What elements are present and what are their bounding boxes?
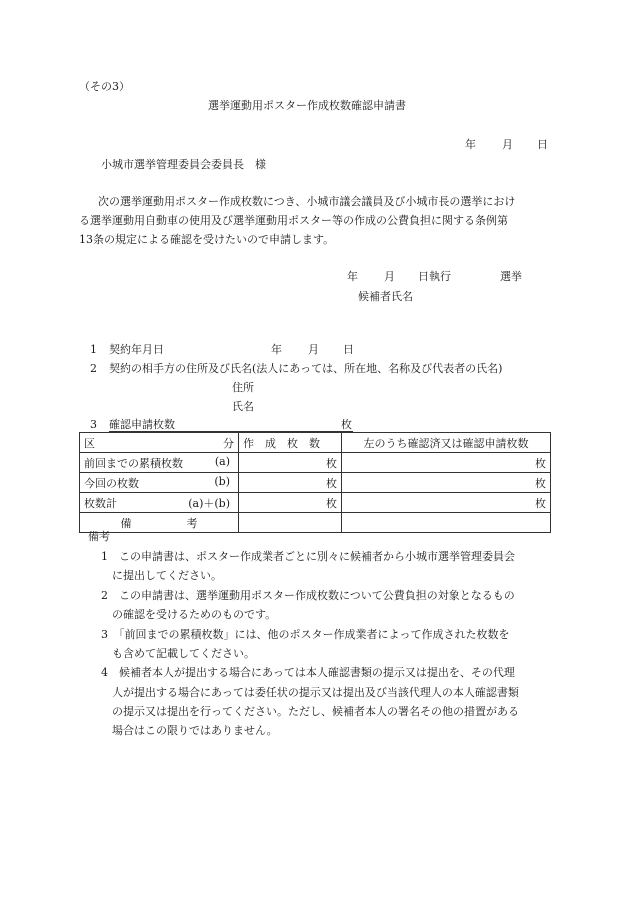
remarks-ko: 考 [186, 516, 198, 530]
contract-day: 日 [343, 343, 354, 356]
row-label: 前回までの累積枚数 [84, 456, 183, 470]
note-line: に提出してください。 [112, 569, 222, 582]
row-tag: (a)＋(b) [188, 496, 230, 510]
election-type: 選挙 [500, 270, 522, 283]
unit: 枚 [535, 496, 546, 510]
note-line: も含めて記載してください。 [112, 647, 255, 660]
date-day: 日 [537, 138, 548, 151]
election-year: 年 [347, 270, 358, 283]
note-line: 1 この申請書は、ポスター作成業者ごとに別々に候補者から小城市選挙管理委員会 [101, 550, 515, 563]
item-number: 1 [90, 343, 97, 356]
note-line: 場合はこの限りではありません。 [112, 724, 278, 737]
header-bun: 分 [223, 436, 234, 450]
production-count-cell[interactable] [239, 453, 342, 473]
note-line: 2 この申請書は、選挙運動用ポスター作成枚数について公費負担の対象となるもの [101, 589, 515, 602]
election-month: 月 [384, 270, 395, 283]
row-label: 枚数計 [84, 496, 117, 510]
unit: 枚 [535, 456, 546, 470]
unit: 枚 [326, 496, 337, 510]
notes-heading: 備考 [88, 530, 110, 543]
address-label: 住所 [232, 381, 254, 394]
election-day-exec: 日執行 [418, 270, 451, 283]
confirmed-count-cell[interactable] [342, 473, 551, 493]
addressee: 小城市選挙管理委員会委員長 様 [101, 158, 266, 171]
header-production-count: 作 成 枚 数 [239, 433, 342, 453]
form-title: 選挙運動用ポスター作成枚数確認申請書 [208, 99, 406, 112]
unit: 枚 [326, 476, 337, 490]
candidate-name-label: 候補者氏名 [358, 290, 413, 303]
item-number: 2 [90, 362, 97, 375]
unit: 枚 [326, 456, 337, 470]
page-label: （その3） [79, 80, 130, 93]
poster-count-table [79, 432, 551, 533]
contract-year: 年 [271, 343, 282, 356]
count-unit: 枚 [341, 418, 352, 431]
remarks-bi: 備 [120, 516, 132, 530]
table-row-remarks [80, 513, 551, 533]
remarks-cell[interactable] [239, 513, 342, 533]
note-line: の提示又は提出を行ってください。ただし、候補者本人の署名その他の措置がある [112, 705, 519, 718]
row-label-cell [80, 473, 239, 493]
row-tag: (a) [214, 454, 230, 468]
unit: 枚 [535, 476, 546, 490]
name-label: 氏名 [232, 400, 254, 413]
row-label: 今回の枚数 [84, 476, 139, 490]
item-number: 3 [90, 418, 97, 431]
note-line: の確認を受けるためのものです。 [112, 608, 277, 621]
table-row [80, 493, 551, 513]
row-label-cell [80, 493, 239, 513]
table-row [80, 473, 551, 493]
item-label: 確認申請枚数 [109, 418, 175, 431]
header-confirmed-count: 左のうち確認済又は確認申請枚数 [342, 433, 551, 453]
remarks-cell[interactable] [342, 513, 551, 533]
note-line: 人が提出する場合にあっては委任状の提示又は提出及び当該代理人の本人確認書類 [112, 686, 519, 699]
body-line: 13条の規定による確認を受けたいので申請します。 [79, 233, 335, 246]
note-line: 3 「前回までの累積枚数」には、他のポスター作成業者によって作成された枚数を [101, 628, 510, 641]
table-row [80, 453, 551, 473]
production-count-cell[interactable] [239, 493, 342, 513]
table-header-row [80, 433, 551, 453]
note-line: 4 候補者本人が提出する場合にあっては本人確認書類の提示又は提出を、その代理 [101, 666, 515, 679]
production-count-cell[interactable] [239, 473, 342, 493]
row-label-cell [80, 453, 239, 473]
header-classification [80, 433, 239, 453]
header-ku: 区 [84, 436, 95, 450]
item-label: 契約の相手方の住所及び氏名(法人にあっては、所在地、名称及び代表者の氏名) [109, 362, 503, 375]
confirmed-count-cell[interactable] [342, 493, 551, 513]
date-year: 年 [465, 138, 476, 151]
row-tag: (b) [214, 474, 230, 488]
contract-month: 月 [308, 343, 319, 356]
item-label: 契約年月日 [109, 343, 164, 356]
date-month: 月 [502, 138, 513, 151]
confirmed-count-cell[interactable] [342, 453, 551, 473]
body-line: 次の選挙運動用ポスター作成枚数につき、小城市議会議員及び小城市長の選挙におけ [98, 195, 516, 208]
body-line: る選挙運動用自動車の使用及び選挙運動用ポスター等の作成の公費負担に関する条例第 [79, 214, 508, 227]
